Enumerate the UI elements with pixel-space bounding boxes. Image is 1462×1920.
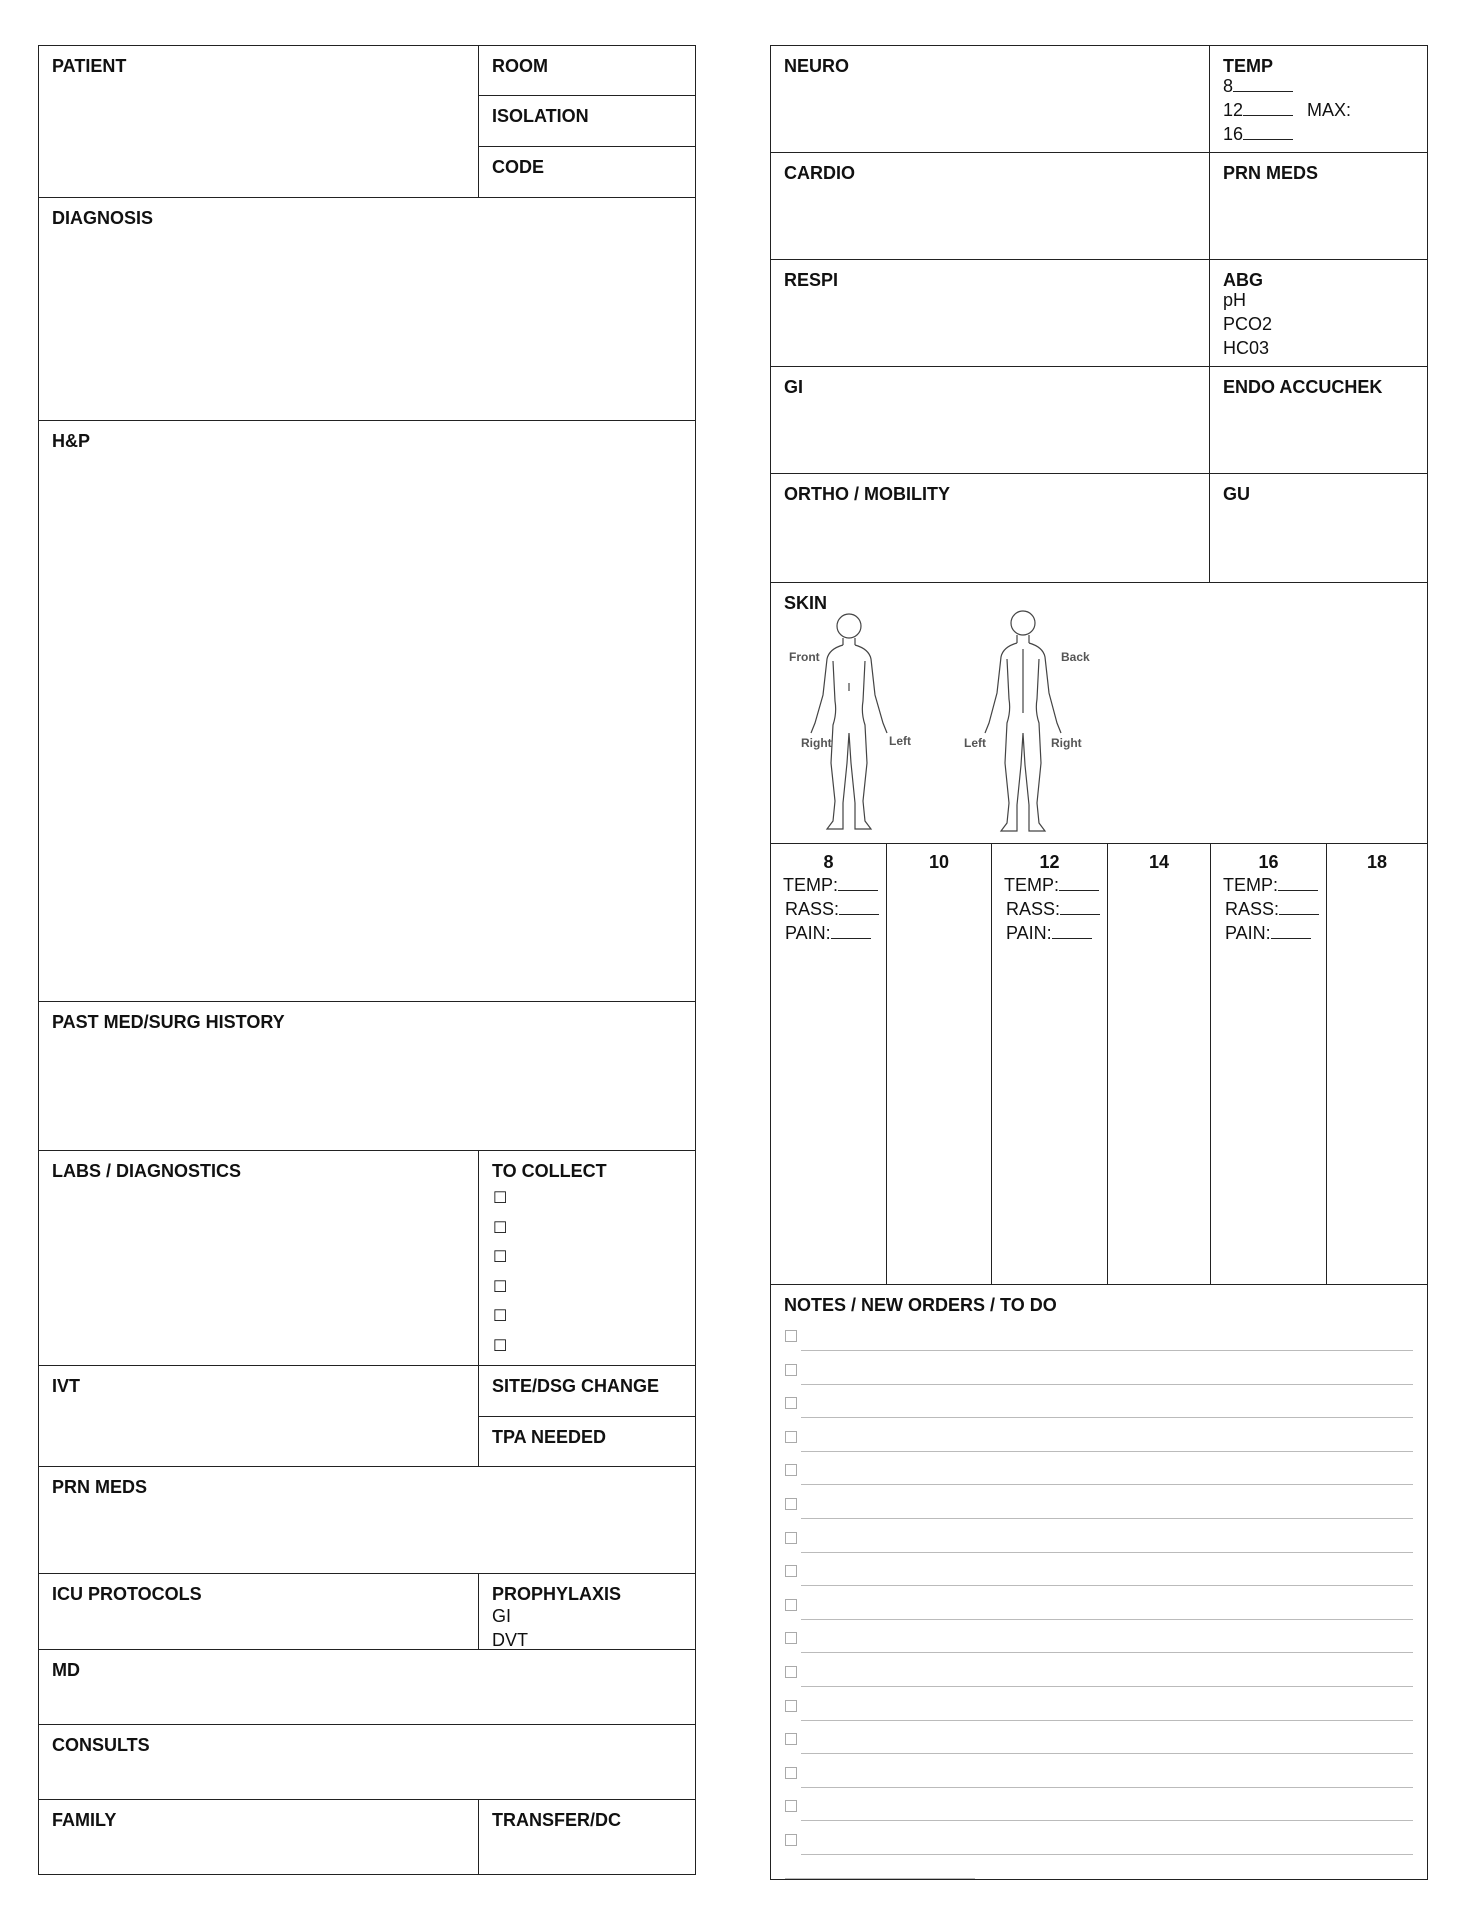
md-box[interactable] <box>38 1649 696 1725</box>
temp-12: 12 MAX: <box>1223 100 1352 120</box>
skin-label: SKIN <box>784 593 828 613</box>
note-checkbox[interactable] <box>785 1700 797 1712</box>
vital-rass: RASS: <box>785 897 879 921</box>
back-label: Back <box>1061 650 1090 664</box>
prophylaxis-box[interactable] <box>478 1573 696 1650</box>
note-underline <box>801 1417 1413 1418</box>
note-checkbox[interactable] <box>785 1800 797 1812</box>
note-checkbox[interactable] <box>785 1632 797 1644</box>
note-underline <box>801 1484 1413 1485</box>
vital-rass: RASS: <box>1225 897 1319 921</box>
note-underline <box>801 1585 1413 1586</box>
note-line[interactable] <box>785 1325 1413 1351</box>
front-body-figure <box>811 614 887 829</box>
ivt-label: IVT <box>52 1376 81 1396</box>
vital-temp: TEMP: <box>783 873 878 897</box>
back-body-figure <box>985 611 1061 831</box>
vital-pain: PAIN: <box>1006 921 1092 945</box>
note-line[interactable] <box>785 1661 1413 1687</box>
notes-box[interactable] <box>770 1284 1428 1880</box>
collect-checkbox[interactable]: ☐ <box>493 1220 508 1237</box>
vital-pain: PAIN: <box>785 921 871 945</box>
prophylaxis-label: PROPHYLAXIS <box>492 1584 622 1604</box>
ortho-box[interactable] <box>770 473 1210 583</box>
neuro-label: NEURO <box>784 56 850 76</box>
to-collect-box <box>478 1150 696 1366</box>
tpa-box[interactable] <box>478 1416 696 1467</box>
note-checkbox[interactable] <box>785 1464 797 1476</box>
note-underline <box>801 1451 1413 1452</box>
patient-box[interactable] <box>38 45 479 198</box>
family-box[interactable] <box>38 1799 479 1875</box>
icu-protocols-label: ICU PROTOCOLS <box>52 1584 202 1604</box>
note-line[interactable] <box>785 1392 1413 1418</box>
note-line[interactable] <box>785 1459 1413 1485</box>
note-checkbox[interactable] <box>785 1431 797 1443</box>
neuro-box[interactable] <box>770 45 1210 153</box>
note-underline <box>801 1518 1413 1519</box>
note-line[interactable] <box>785 1426 1413 1452</box>
note-checkbox[interactable] <box>785 1364 797 1376</box>
body-diagram <box>771 583 1111 845</box>
note-checkbox[interactable] <box>785 1565 797 1577</box>
notes-bottom-line <box>785 1878 975 1879</box>
cardio-label: CARDIO <box>784 163 855 183</box>
vital-temp: TEMP: <box>1004 873 1099 897</box>
gu-label: GU <box>1223 484 1250 504</box>
hour-col-12[interactable] <box>991 843 1108 1285</box>
hour-label: 10 <box>928 852 950 872</box>
hp-label: H&P <box>52 431 91 451</box>
hour-col-8[interactable] <box>770 843 887 1285</box>
note-checkbox[interactable] <box>785 1733 797 1745</box>
code-box[interactable] <box>478 146 696 198</box>
icu-protocols-box[interactable] <box>38 1573 479 1650</box>
ortho-label: ORTHO / MOBILITY <box>784 484 950 504</box>
hour-col-10[interactable] <box>886 843 992 1285</box>
hp-box[interactable] <box>38 420 696 1002</box>
endo-box[interactable] <box>1209 366 1428 474</box>
code-label: CODE <box>492 157 545 177</box>
note-underline <box>801 1552 1413 1553</box>
abg-hc03: HC03 <box>1223 338 1270 358</box>
past-history-label: PAST MED/SURG HISTORY <box>52 1012 285 1032</box>
transfer-label: TRANSFER/DC <box>492 1810 621 1830</box>
note-checkbox[interactable] <box>785 1834 797 1846</box>
back-left-label: Left <box>964 736 986 750</box>
max-label: MAX: <box>1307 100 1352 120</box>
md-label: MD <box>52 1660 80 1680</box>
hour-label: 16 <box>1258 852 1279 872</box>
note-line[interactable] <box>785 1762 1413 1788</box>
note-underline <box>801 1820 1413 1821</box>
prn-meds-right-box[interactable] <box>1209 152 1428 260</box>
respi-box[interactable] <box>770 259 1210 367</box>
consults-box[interactable] <box>38 1724 696 1800</box>
vital-rass: RASS: <box>1006 897 1100 921</box>
note-checkbox[interactable] <box>785 1397 797 1409</box>
abg-ph: pH <box>1223 290 1247 310</box>
gu-box[interactable] <box>1209 473 1428 583</box>
note-checkbox[interactable] <box>785 1767 797 1779</box>
note-checkbox[interactable] <box>785 1599 797 1611</box>
collect-checkbox[interactable]: ☐ <box>493 1338 508 1355</box>
site-dsg-box[interactable] <box>478 1365 696 1417</box>
front-left-label: Left <box>889 734 911 748</box>
note-line[interactable] <box>785 1728 1413 1754</box>
note-line[interactable] <box>785 1594 1413 1620</box>
note-line[interactable] <box>785 1829 1413 1855</box>
note-line[interactable] <box>785 1527 1413 1553</box>
note-underline <box>801 1384 1413 1385</box>
consults-label: CONSULTS <box>52 1735 150 1755</box>
labs-label: LABS / DIAGNOSTICS <box>52 1161 242 1181</box>
collect-checkbox[interactable]: ☐ <box>493 1249 508 1266</box>
prophylaxis-dvt: DVT <box>492 1630 528 1650</box>
cardio-box[interactable] <box>770 152 1210 260</box>
gi-box[interactable] <box>770 366 1210 474</box>
note-checkbox[interactable] <box>785 1666 797 1678</box>
prn-meds-right-label: PRN MEDS <box>1223 163 1319 183</box>
hour-label: 12 <box>1039 852 1060 872</box>
hour-col-14[interactable] <box>1107 843 1211 1285</box>
note-line[interactable] <box>785 1627 1413 1653</box>
respi-label: RESPI <box>784 270 839 290</box>
isolation-box[interactable] <box>478 95 696 147</box>
temp-16: 16 <box>1223 122 1293 146</box>
diagnosis-label: DIAGNOSIS <box>52 208 154 228</box>
collect-checkbox[interactable]: ☐ <box>493 1308 508 1325</box>
family-label: FAMILY <box>52 1810 117 1830</box>
back-right-label: Right <box>1051 736 1082 750</box>
vital-pain: PAIN: <box>1225 921 1311 945</box>
hour-col-16[interactable] <box>1210 843 1327 1285</box>
front-label: Front <box>789 650 820 664</box>
note-line[interactable] <box>785 1695 1413 1721</box>
note-underline <box>801 1619 1413 1620</box>
room-label: ROOM <box>492 56 548 76</box>
hour-col-18[interactable] <box>1326 843 1428 1285</box>
to-collect-label: TO COLLECT <box>492 1161 607 1181</box>
isolation-label: ISOLATION <box>492 106 589 126</box>
labs-box[interactable] <box>38 1150 479 1366</box>
hour-label: 8 <box>823 852 834 872</box>
hour-label: 18 <box>1366 852 1388 872</box>
ivt-box[interactable] <box>38 1365 479 1467</box>
note-underline <box>801 1854 1413 1855</box>
diagnosis-box[interactable] <box>38 197 696 421</box>
abg-box[interactable] <box>1209 259 1428 367</box>
endo-label: ENDO ACCUCHEK <box>1223 377 1383 397</box>
temp-label: TEMP <box>1223 56 1274 76</box>
note-underline <box>801 1350 1413 1351</box>
skin-box[interactable] <box>770 582 1428 844</box>
notes-label: NOTES / NEW ORDERS / TO DO <box>784 1295 1057 1315</box>
note-underline <box>801 1652 1413 1653</box>
vital-temp: TEMP: <box>1223 873 1318 897</box>
note-line[interactable] <box>785 1560 1413 1586</box>
note-underline <box>801 1753 1413 1754</box>
note-line[interactable] <box>785 1493 1413 1519</box>
gi-label: GI <box>784 377 804 397</box>
abg-pco2: PCO2 <box>1223 314 1273 334</box>
note-underline <box>801 1720 1413 1721</box>
room-box[interactable] <box>478 45 696 96</box>
note-line[interactable] <box>785 1359 1413 1385</box>
note-checkbox[interactable] <box>785 1498 797 1510</box>
tpa-label: TPA NEEDED <box>492 1427 607 1447</box>
hour-label: 14 <box>1148 852 1170 872</box>
note-underline <box>801 1686 1413 1687</box>
abg-label: ABG <box>1223 270 1263 290</box>
front-right-label: Right <box>801 736 832 750</box>
note-underline <box>801 1787 1413 1788</box>
note-checkbox[interactable] <box>785 1330 797 1342</box>
collect-checkbox[interactable]: ☐ <box>493 1190 508 1207</box>
note-line[interactable] <box>785 1795 1413 1821</box>
prophylaxis-gi: GI <box>492 1606 512 1626</box>
note-checkbox[interactable] <box>785 1532 797 1544</box>
transfer-box[interactable] <box>478 1799 696 1875</box>
prn-meds-box[interactable] <box>38 1466 696 1574</box>
collect-checkbox[interactable]: ☐ <box>493 1279 508 1296</box>
site-dsg-label: SITE/DSG CHANGE <box>492 1376 660 1396</box>
patient-label: PATIENT <box>52 56 127 76</box>
temp-box[interactable] <box>1209 45 1428 153</box>
past-history-box[interactable] <box>38 1001 696 1151</box>
prn-meds-label: PRN MEDS <box>52 1477 148 1497</box>
temp-8: 8 <box>1223 74 1293 98</box>
